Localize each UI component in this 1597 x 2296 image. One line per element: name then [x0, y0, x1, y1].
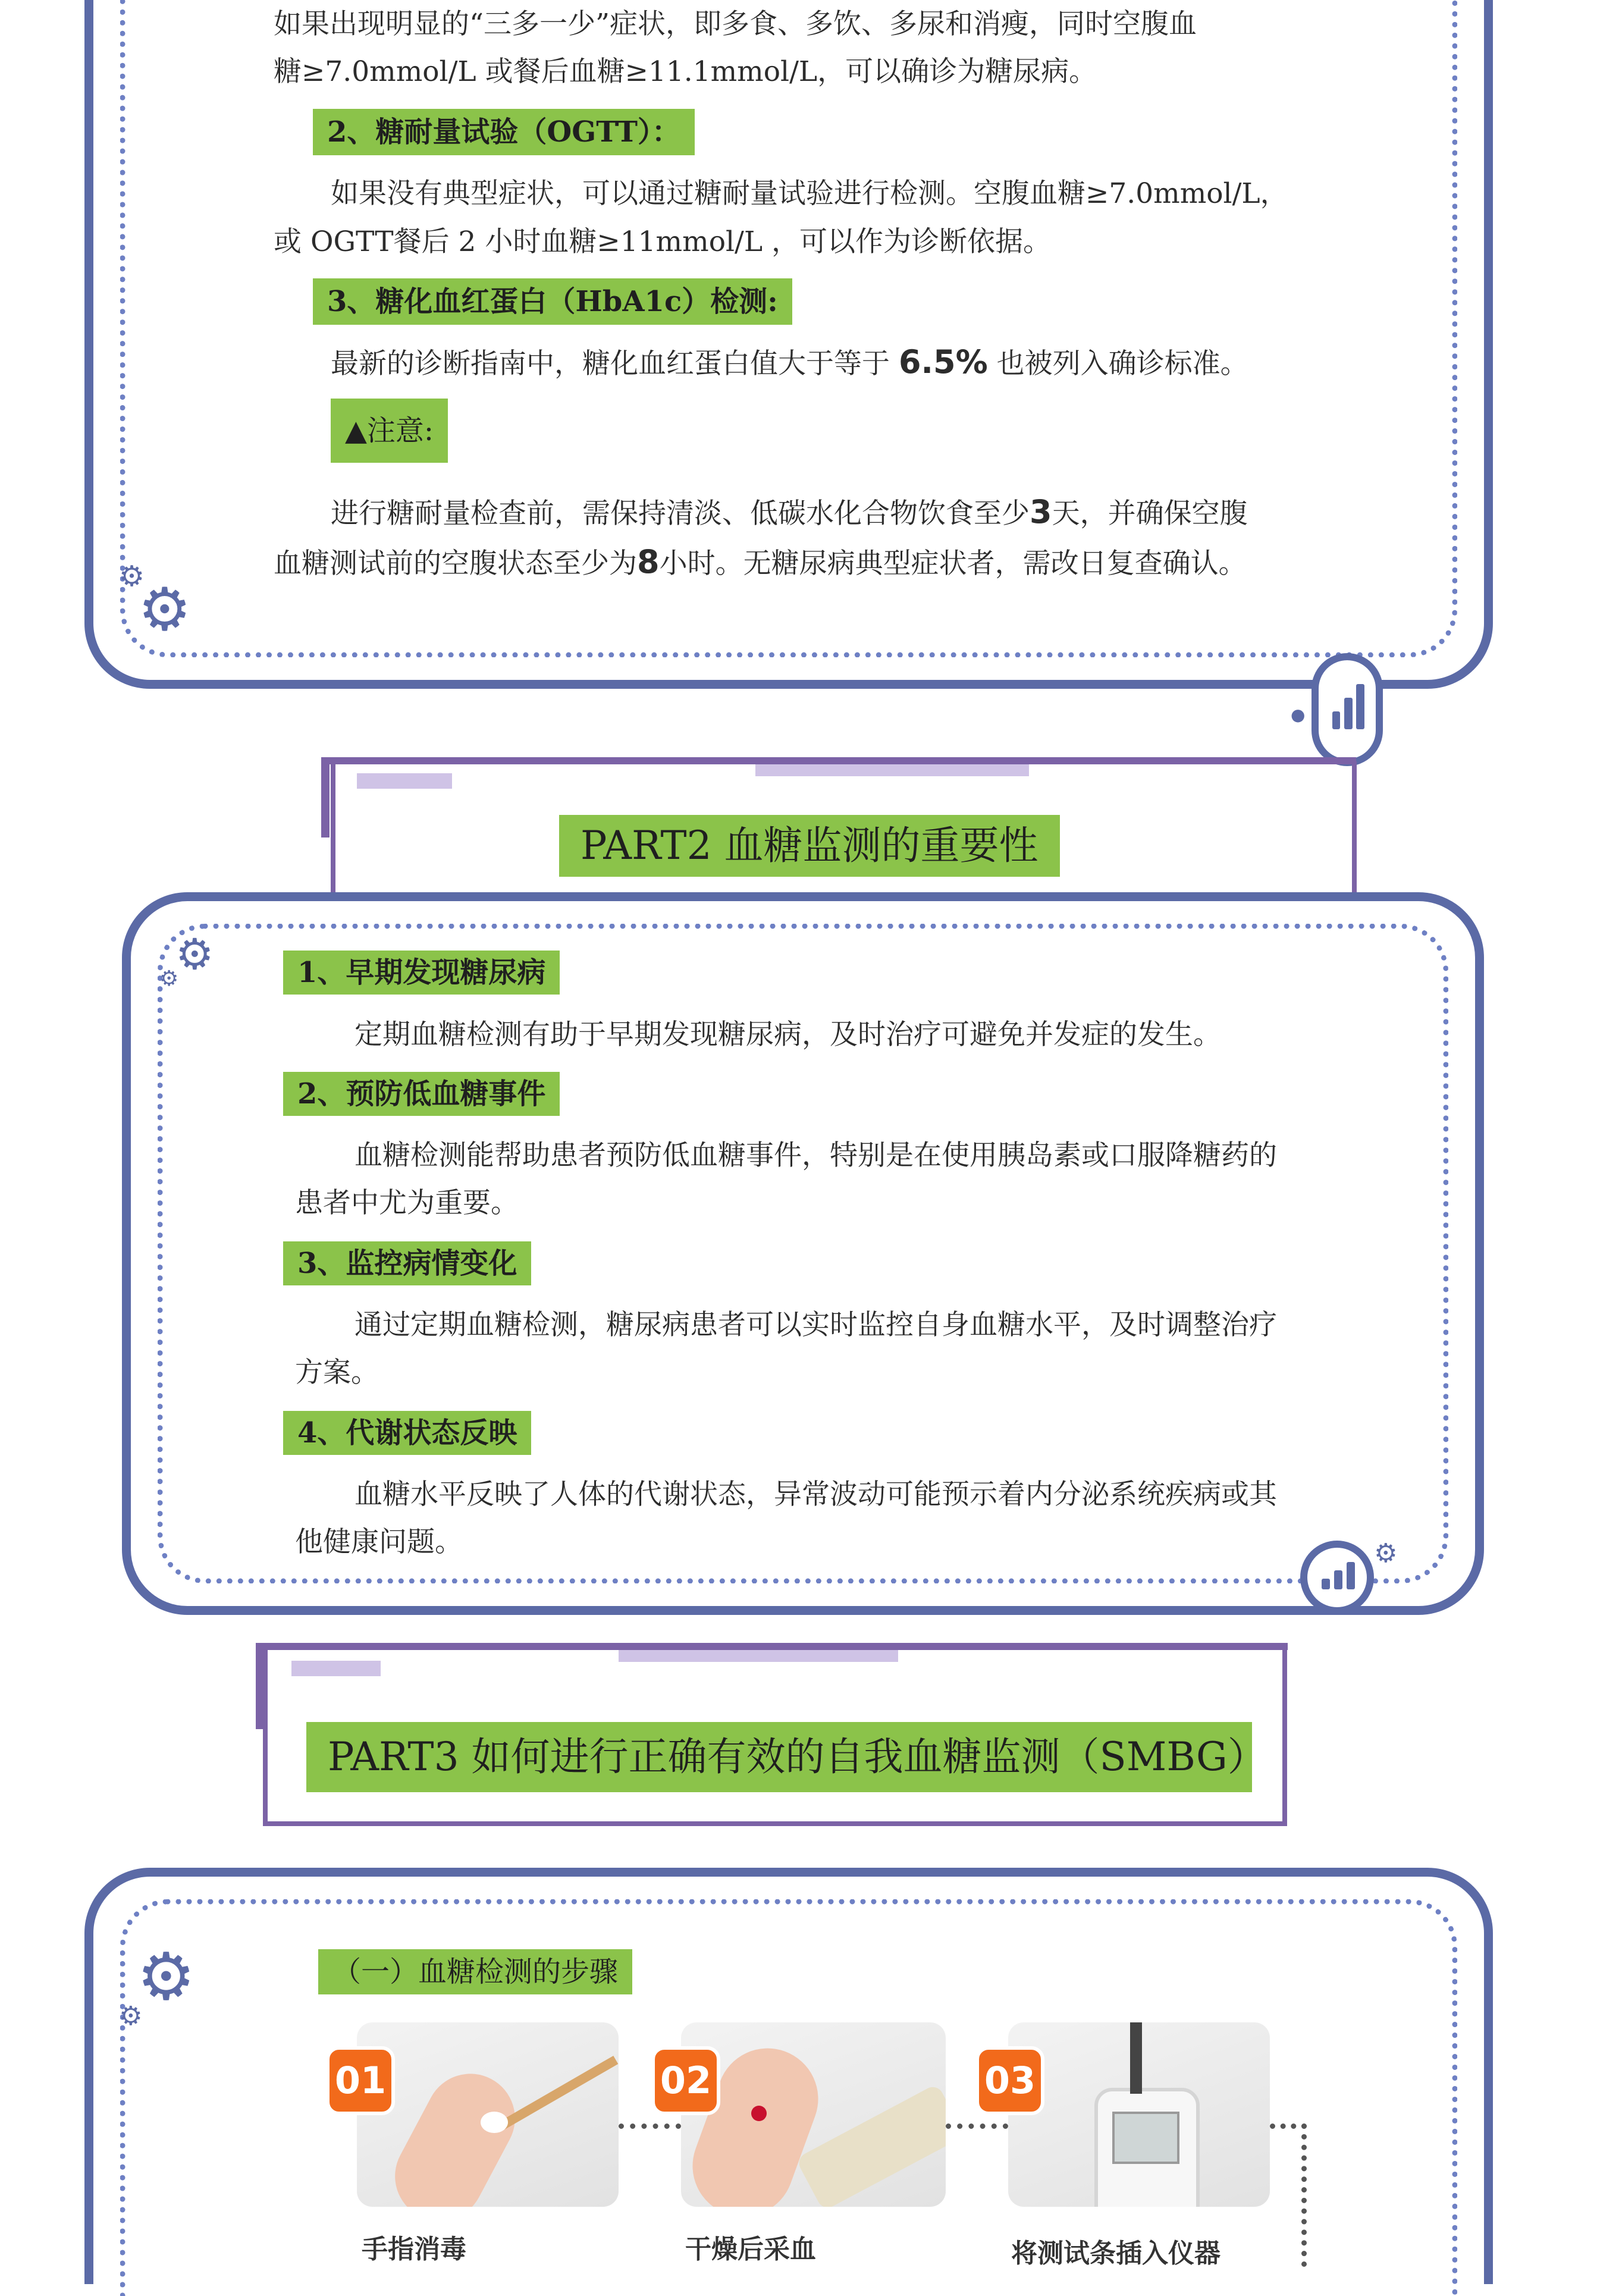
- hba1c-paragraph: 最新的诊断指南中，糖化血红蛋白值大于等于 6.5% 也被列入确诊标准。: [331, 343, 1248, 381]
- meter-screen-illustration: [1112, 2112, 1179, 2164]
- importance-tag-4: 4、代谢状态反映: [283, 1411, 531, 1455]
- part2-title: PART2 血糖监测的重要性: [559, 815, 1060, 877]
- cotton-swab-illustration: [500, 2056, 619, 2129]
- step-connector-vertical: [1301, 2124, 1307, 2267]
- section-tag-ogtt: 2、糖耐量试验（OGTT）：: [313, 109, 695, 155]
- cotton-tip-illustration: [481, 2112, 508, 2133]
- importance-text-1: 定期血糖检测有助于早期发现糖尿病，及时治疗可避免并发症的发生。: [354, 1018, 1221, 1051]
- part2-deco-left: [321, 757, 330, 838]
- gear-icon: ⚙: [175, 929, 214, 979]
- importance-tag-2: 2、预防低血糖事件: [283, 1072, 560, 1116]
- part3-title: PART3 如何进行正确有效的自我血糖监测（SMBG）: [306, 1722, 1252, 1792]
- blood-drop-illustration: [751, 2106, 767, 2121]
- gear-icon: ⚙: [138, 575, 192, 644]
- step-badge-02: 02: [651, 2046, 720, 2115]
- dot-decoration-icon: ●: [1291, 705, 1306, 724]
- part3-deco-left: [256, 1643, 264, 1729]
- small-gear-icon: ⚙: [119, 2001, 143, 2031]
- finger-illustration: [379, 2058, 531, 2207]
- step-badge-01: 01: [326, 2046, 395, 2115]
- section-tag-hba1c: 3、糖化血红蛋白（HbA1c）检测:: [313, 278, 792, 325]
- step1-label: 手指消毒: [362, 2234, 466, 2264]
- steps-subhead: （一）血糖检测的步骤: [318, 1949, 632, 1994]
- importance-text-3: 通过定期血糖检测，糖尿病患者可以实时监控自身血糖水平，及时调整治疗 方案。: [295, 1309, 1277, 1389]
- step1-image: [357, 2022, 619, 2207]
- small-gear-icon: ⚙: [1374, 1538, 1398, 1569]
- section-tag-note: ▲注意:: [331, 399, 448, 463]
- importance-tag-1: 1、早期发现糖尿病: [283, 951, 560, 995]
- chart-badge-icon: [1312, 653, 1383, 766]
- step-connector: [946, 2124, 1008, 2129]
- chart-badge-icon: [1300, 1541, 1374, 1614]
- small-gear-icon: ⚙: [159, 967, 179, 991]
- step-badge-03: 03: [975, 2046, 1044, 2115]
- small-gear-icon: ⚙: [119, 560, 145, 593]
- importance-text-2: 血糖检测能帮助患者预防低血糖事件，特别是在使用胰岛素或口服降糖药的 患者中尤为重要。: [295, 1139, 1277, 1219]
- test-strip-illustration: [1130, 2022, 1142, 2094]
- importance-tag-3: 3、监控病情变化: [283, 1241, 531, 1285]
- step3-label: 将测试条插入仪器: [1011, 2238, 1221, 2269]
- importance-text-4: 血糖水平反映了人体的代谢状态，异常波动可能预示着内分泌系统疾病或其 他健康问题。: [295, 1478, 1277, 1558]
- step-connector: [619, 2124, 681, 2129]
- ogtt-paragraph: 如果没有典型症状，可以通过糖耐量试验进行检测。空腹血糖≥7.0mmol/L， 或 OGTT餐后 2 小时血糖≥11mmol/L ，可以作为诊断依据。: [274, 177, 1288, 258]
- symptoms-paragraph: 如果出现明显的“三多一少”症状，即多食、多饮、多尿和消瘦，同时空腹血: [274, 8, 1197, 40]
- step2-image: [681, 2022, 946, 2207]
- step2-label: 干燥后采血: [685, 2234, 816, 2264]
- gear-icon: ⚙: [137, 1939, 196, 2015]
- step3-image: [1008, 2022, 1270, 2207]
- symptoms-paragraph-line2: 糖≥7.0mmol/L 或餐后血糖≥11.1mmol/L，可以确诊为糖尿病。: [274, 55, 1097, 88]
- note-paragraph: 进行糖耐量检查前，需保持清淡、低碳水化合物饮食至少3天，并确保空腹 血糖测试前的空腹状态至少为8小时。无糖尿病典型症状者，需改日复查确认。: [274, 493, 1248, 581]
